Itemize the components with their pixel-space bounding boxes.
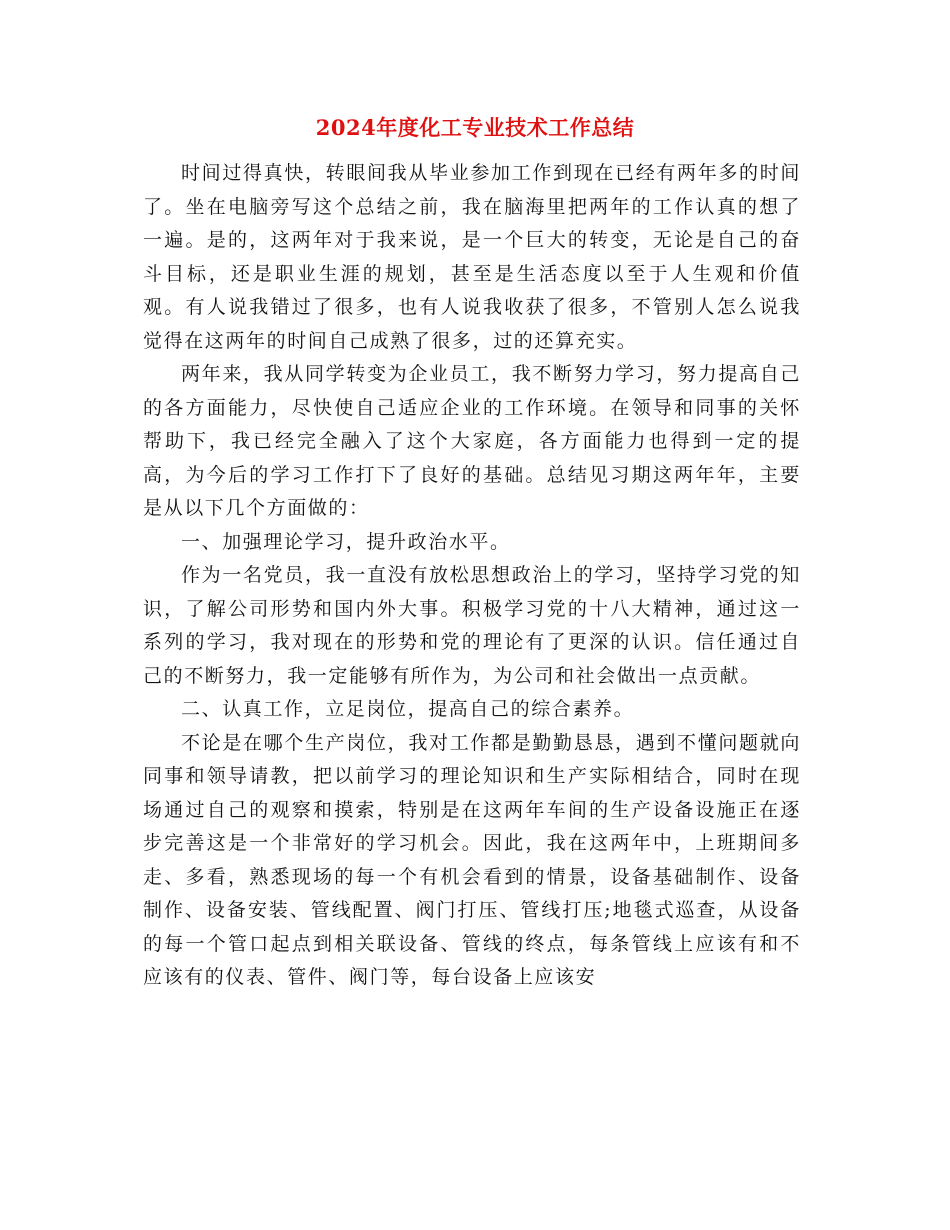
paragraph-section-1: 作为一名党员，我一直没有放松思想政治上的学习，坚持学习党的知识，了解公司形势和国内外大事。积极学习党的十八大精神，通过这一系列的学习，我对现在的形势和党的理论有了更深的认识。信任通过自己的不断努力，我一定能够有所作为，为公司和社会做出一点贡献。	[143, 564, 801, 687]
paragraph-intro: 时间过得真快，转眼间我从毕业参加工作到现在已经有两年多的时间了。坐在电脑旁写这个总结之前，我在脑海里把两年的工作认真的想了一遍。是的，这两年对于我来说，是一个巨大的转变，无论是自己的奋斗目标，还是职业生涯的规划，甚至是生活态度以至于人生观和价值观。有人说我错过了很多，也有人说我收获了很多，不管别人怎么说我觉得在这两年的时间自己成熟了很多，过的还算充实。	[143, 162, 801, 352]
paragraph-overview: 两年来，我从同学转变为企业员工，我不断努力学习，努力提高自己的各方面能力，尽快使自己适应企业的工作环境。在领导和同事的关怀帮助下，我已经完全融入了这个大家庭，各方面能力也得到一定的提高，为今后的学习工作打下了良好的基础。总结见习期这两年年，主要是从以下几个方面做的：	[143, 363, 801, 519]
document-title: 2024年度化工专业技术工作总结	[315, 115, 635, 140]
section-heading-1: 一、加强理论学习，提升政治水平。	[181, 530, 511, 553]
document-body	[143, 157, 801, 995]
section-heading-2: 二、认真工作，立足岗位，提高自己的综合素养。	[181, 698, 635, 720]
paragraph-section-2: 不论是在哪个生产岗位，我对工作都是勤勤恳恳，遇到不懂问题就向同事和领导请教，把以前学习的理论知识和生产实际相结合，同时在现场通过自己的观察和摸索，特别是在这两年车间的生产设备设施正在逐步完善这是一个非常好的学习机会。因此，我在这两年中，上班期间多走、多看，熟悉现场的每一个有机会看到的情景，设备基础制作、设备制作、设备安装、管线配置、阀门打压、管线打压;地毯式巡查，从设备的每一个管口起点到相关联设备、管线的终点，每条管线上应该有和不应该有的仪表、管件、阀门等，每台设备上应该安	[143, 731, 801, 988]
